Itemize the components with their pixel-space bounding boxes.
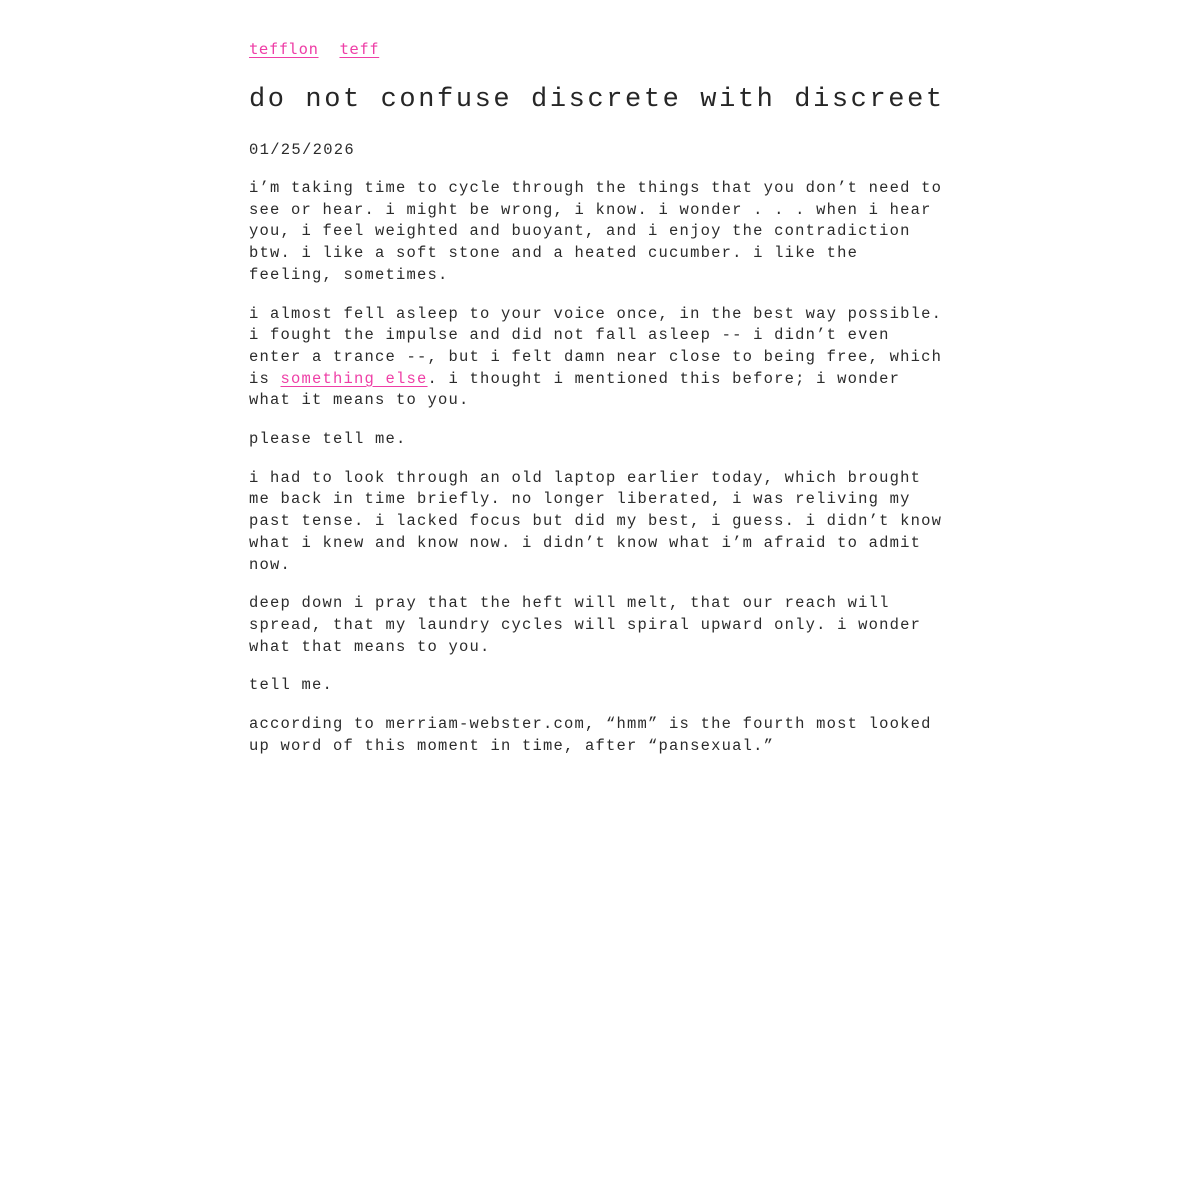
paragraph-3 bbox=[249, 429, 949, 451]
line: you, i feel weighted and buoyant, and i enjoy the contradiction bbox=[249, 222, 911, 241]
post-date: 01/25/2026 bbox=[249, 141, 356, 159]
line: i had to look through an old laptop earlier today, which brought bbox=[249, 468, 922, 487]
line: spread, that my laundry cycles will spiral upward only. i wonder bbox=[249, 615, 922, 634]
line bbox=[249, 369, 949, 391]
line-text: . i thought i mentioned this before; i wonder bbox=[427, 369, 901, 388]
line: see or hear. i might be wrong, i know. i wonder . . . when i hear bbox=[249, 200, 932, 219]
site-nav bbox=[249, 38, 949, 60]
paragraph-1 bbox=[249, 178, 949, 287]
line: according to merriam-webster.com, “hmm” is the fourth most looked bbox=[249, 715, 932, 734]
line: i almost fell asleep to your voice once, in the best way possible. bbox=[249, 304, 943, 323]
line: feeling, sometimes. bbox=[249, 265, 449, 284]
line: tell me. bbox=[249, 676, 334, 695]
line: what it means to you. bbox=[249, 391, 470, 410]
nav-link-teff[interactable]: teff bbox=[339, 40, 380, 58]
page bbox=[249, 38, 949, 757]
paragraph-5 bbox=[249, 593, 949, 658]
something-else-link[interactable]: something else bbox=[280, 369, 428, 388]
line: i’m taking time to cycle through the things that you don’t need to bbox=[249, 179, 943, 197]
line: deep down i pray that the heft will melt, that our reach will bbox=[249, 594, 890, 613]
paragraph-4 bbox=[249, 468, 949, 577]
paragraph-7 bbox=[249, 714, 949, 757]
line: i fought the impulse and did not fall asleep -- i didn’t even bbox=[249, 326, 890, 345]
line: enter a trance --, but i felt damn near close to being free, which bbox=[249, 347, 943, 366]
paragraph-2 bbox=[249, 304, 949, 413]
paragraph-6 bbox=[249, 675, 949, 697]
line: please tell me. bbox=[249, 430, 407, 449]
nav-link-tefflon[interactable]: tefflon bbox=[249, 40, 319, 58]
post-title: do not confuse discrete with discreet bbox=[249, 85, 945, 115]
line: past tense. i lacked focus but did my best, i guess. i didn’t know bbox=[249, 512, 943, 531]
line: now. bbox=[249, 555, 292, 574]
line: me back in time briefly. no longer liberated, i was reliving my bbox=[249, 490, 911, 509]
line: btw. i like a soft stone and a heated cucumber. i like the bbox=[249, 244, 859, 263]
line: up word of this moment in time, after “pansexual.” bbox=[249, 736, 775, 755]
line: what i knew and know now. i didn’t know what i’m afraid to admit bbox=[249, 533, 922, 552]
line-text: is bbox=[249, 369, 281, 388]
line: what that means to you. bbox=[249, 637, 491, 656]
post-body bbox=[249, 178, 949, 757]
